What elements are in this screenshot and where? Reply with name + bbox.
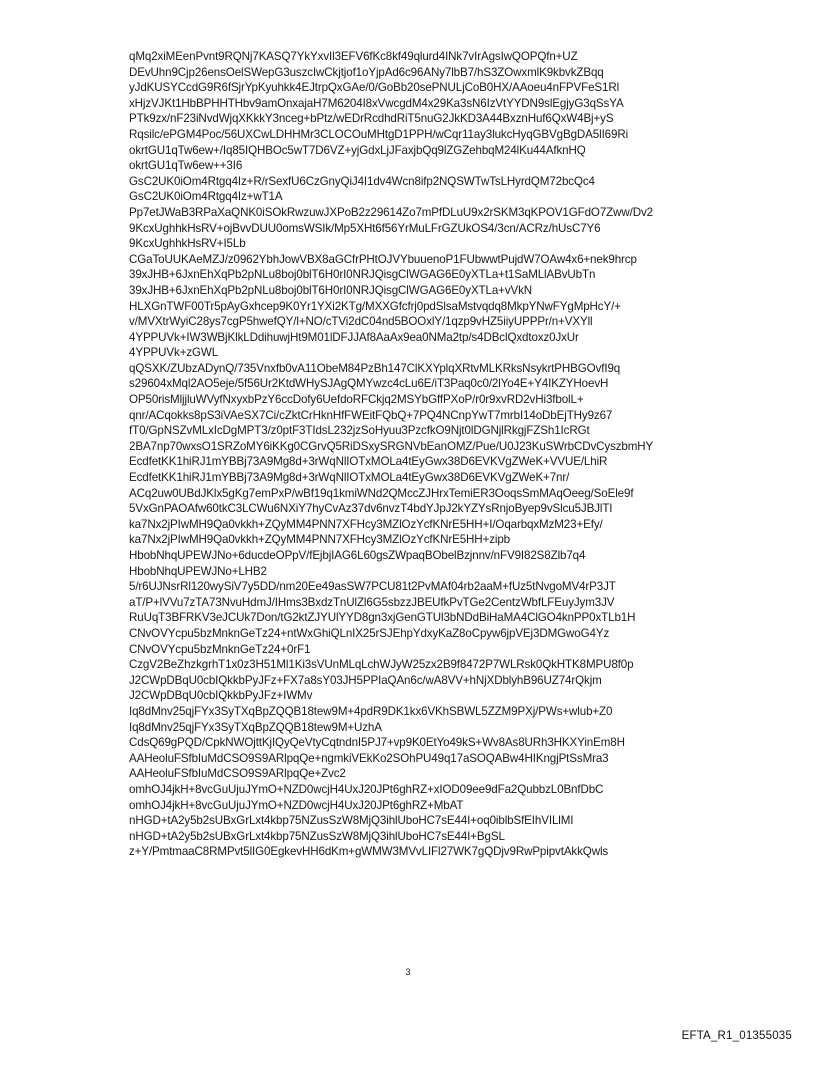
text-line: aT/P+lVVu7zTA73NvuHdmJ/IHms3BxdzTnUlZl6G5sbzzJBEUfkPvTGe2CentzWbfLFEuyJym3JV bbox=[129, 595, 615, 609]
document-id: EFTA_R1_01355035 bbox=[681, 1030, 792, 1042]
text-line: omhOJ4jkH+8vcGuUjuJYmO+NZD0wcjH4UxJ20JPt6ghRZ+xIOD09ee9dFa2QubbzL0BnfDbC bbox=[129, 782, 604, 796]
text-line: GsC2UK0iOm4Rtgq4Iz+R/rSexfU6CzGnyQiJ4I1dv4Wcn8ifp2NQSWTwTsLHyrdQM72bcQc4 bbox=[129, 174, 595, 188]
text-line: 39xJHB+6JxnEhXqPb2pNLu8boj0blT6H0rI0NRJQisgClWGAG6E0yXTLa+vVkN bbox=[129, 283, 533, 297]
text-line: PTk9zx/nF23iNvdWjqXKkkY3nceg+bPtz/wEDrRcdhdRiT5nuG2JkKD3A44BxznHuf6QxW4Bj+yS bbox=[129, 112, 614, 126]
text-line: OP50risMljjluWVyfNxyxbPzY6ccDofy6UefdoRFCkjq2MSYbGffPXoP/r0r9xvRD2vHi3fbolL+ bbox=[129, 393, 584, 407]
text-line: 9KcxUghhkHsRV+I5Lb bbox=[129, 237, 246, 251]
text-line: qMq2xiMEenPvnt9RQNj7KASQ7YkYxvIl3EFV6fKc8kf49qlurd4INk7vIrAgsIwQOPQfn+UZ bbox=[129, 50, 578, 63]
text-line: omhOJ4jkH+8vcGuUjuJYmO+NZD0wcjH4UxJ20JPt6ghRZ+MbAT bbox=[129, 798, 464, 812]
text-line: CNvOVYcpu5bzMnknGeTz24+ntWxGhiQLnIX25rSJEhpYdxyKaZ8oCpyw6jpVEj3DMGwoG4Yz bbox=[129, 626, 610, 640]
text-line: qQSXK/ZUbzADynQ/735Vnxfb0vA11ObeM84PzBh147ClKXYplqXRtvMLKRksNsykrtPHBGOvfI9q bbox=[129, 361, 621, 375]
text-line: HbobNhqUPEWJNo+6ducdeOPpV/fEjbjIAG6L60gsZWpaqBObelBzjnnv/nFV9I82S8Zlb7q4 bbox=[129, 549, 586, 562]
text-line: 39xJHB+6JxnEhXqPb2pNLu8boj0blT6H0rI0NRJQisgClWGAG6E0yXTLa+t1SaMLlABvUbTn bbox=[129, 268, 596, 282]
text-line: HLXGnTWF00Tr5pAyGxhcep9K0Yr1YXi2KTg/MXXGfcfrj0pdSlsaMstvqdq8MkpYNwFYgMpHcY/+ bbox=[129, 299, 621, 313]
text-line: CdsQ69gPQD/CpkNWOjttKjIQyQeVtyCqtndnI5PJ7+vp9K0EtYo49kS+Wv8As8URh3HKXYinEm8H bbox=[129, 736, 625, 750]
text-line: J2CWpDBqU0cbIQkkbPyJFz+IWMv bbox=[129, 689, 313, 703]
text-line: J2CWpDBqU0cbIQkkbPyJFz+FX7a8sY03JH5PPIaQAn6c/wA8VV+hNjXDblyhB96UZ74rQkjm bbox=[129, 673, 602, 687]
text-line: AAHeoluFSfbIuMdCSO9S9ARlpqQe+ngmkiVEkKo2SOhPU49q17aSOQABw4HIKngjPtSsMra3 bbox=[129, 751, 609, 765]
text-line: ka7Nx2jPIwMH9Qa0vkkh+ZQyMM4PNN7XFHcy3MZlOzYcfKNrE5HH+zipb bbox=[129, 533, 511, 547]
text-line: qnr/ACqokks8pS3iVAeSX7Ci/cZktCrHknHfFWEitFQbQ+7PQ4NCnpYwT7mrbI14oDbEjTHy9z67 bbox=[129, 408, 613, 422]
text-line: 5VxGnPAOAfw60tkC3LCWu6NXiY7hyCvAz37dv6nvzT4bdYJpJ2kYZYsRnjoByep9vSlcu5JBJlTI bbox=[129, 502, 613, 516]
text-line: z+Y/PmtmaaC8RMPvt5lIG0EgkevHH6dKm+gWMW3MVvLIFl27WK7gQDjv9RwPpipvtAkkQwls bbox=[129, 845, 609, 859]
text-line: ka7Nx2jPIwMH9Qa0vkkh+ZQyMM4PNN7XFHcy3MZlOzYcfKNrE5HH+I/OqarbqxMzM23+Efy/ bbox=[129, 517, 603, 531]
text-line: nHGD+tA2y5b2sUBxGrLxt4kbp75NZusSzW8MjQ3ihlUboHC7sE44I+BgSL bbox=[129, 829, 505, 843]
text-line: Iq8dMnv25qjFYx3SyTXqBpZQQB18tew9M+4pdR9DK1kx6VKhSBWL5ZZM9PXj/PWs+wlub+Z0 bbox=[129, 704, 613, 718]
text-line: HbobNhqUPEWJNo+LHB2 bbox=[129, 564, 267, 578]
text-line: s29604xMql2AO5eje/5f56Ur2KtdWHySJAgQMYwzc4cLu6E/iT3Paq0c0/2lYo4E+Y4IKZYHoevH bbox=[129, 377, 609, 391]
text-line: 4YPPUVk+zGWL bbox=[129, 346, 219, 360]
text-line: yJdKUSYCcdG9R6fSjrYpKyuhkk4EJtrpQxGAe/0/GoBb20sePNULjCoB0HX/AAoeu4nFPVFeS1Rl bbox=[129, 81, 620, 95]
text-line: ACq2uw0UBdJKlx5gKg7emPxP/wBf19q1kmiWNd2QMccZJHrxTemiER3OoqsSmMAqOeeg/SoEle9f bbox=[129, 486, 634, 500]
text-line: CGaToUUKAeMZJ/z0962YbhJowVBX8aGCfrPHtOJVYbuuenoP1FUbwwtPujdW7OAw4x6+nek9hrcp bbox=[129, 252, 637, 266]
text-line: Iq8dMnv25qjFYx3SyTXqBpZQQB18tew9M+UzhA bbox=[129, 720, 382, 734]
text-line: DEvUhn9Cjp26ensOelSWepG3uszcIwCkjtjof1oYjpAd6c96ANy7lbB7/hS3ZOwxmlK9kbvkZBqq bbox=[129, 65, 604, 79]
text-line: CzgV2BeZhzkgrhT1x0z3H51Ml1Ki3sVUnMLqLchWJyW25zx2B9f8472P7WLRsk0QkHTK8MPU8f0p bbox=[129, 658, 634, 672]
text-line: okrtGU1qTw6ew+/Iq85IQHBOc5wT7D6VZ+yjGdxLjJFaxjbQq9lZGZehbqM24lKu44AfknHQ bbox=[129, 143, 586, 157]
text-line: v/MVXtrWyiC28ys7cgP5hwefQY/l+NO/cTVi2dC04nd5BOOxlY/1qzp9vHZ5iiyUPPPr/n+VXYll bbox=[129, 315, 593, 329]
text-line: CNvOVYcpu5bzMnknGeTz24+0rF1 bbox=[129, 642, 311, 656]
text-line: AAHeoluFSfbIuMdCSO9S9ARlpqQe+Zvc2 bbox=[129, 767, 346, 781]
encoded-text-block bbox=[129, 49, 654, 860]
text-line: RuUqT3BFRKV3eJCUk7Don/tG2ktZJYUlYYD8gn3xjGenGTUl3bNDdBiHaMA4ClGO4knPP0xTLb1H bbox=[129, 611, 636, 625]
text-line: okrtGU1qTw6ew++3I6 bbox=[129, 159, 243, 173]
text-line: 9KcxUghhkHsRV+ojBvvDUU0omsWSIk/Mp5XHt6f56YrMuLFrGZUkOS4/3cn/ACRz/hUsC7Y6 bbox=[129, 221, 601, 235]
text-line: 5/r6UJNsrRl120wySiV7y5DD/nm20Ee49asSW7PCU81t2PvMAf04rb2aaM+fUz5tNvgoMV4rP3JT bbox=[129, 580, 616, 594]
text-line: GsC2UK0iOm4Rtgq4Iz+wT1A bbox=[129, 190, 283, 204]
text-line: Pp7etJWaB3RPaXaQNK0iSOkRwzuwJXPoB2z29614Zo7mPfDLuU9x2rSKM3qKPOV1GFdO7Zww/Dv2 bbox=[129, 205, 653, 219]
text-line: fT0/GpNSZvMLxIcDgMPT3/z0ptF3TIdsL232jzSoHyuu3PzcfkO9Njt0lDGNjlRkgjFZSh1IcRGt bbox=[129, 424, 590, 438]
text-line: 4YPPUVk+IW3WBjKlkLDdihuwjHt9M01lDFJJAf8AaAx9ea0NMa2tp/s4DBclQxdtoxz0JxUr bbox=[129, 330, 579, 344]
text-line: EcdfetKK1hiRJ1mYBBj73A9Mg8d+3rWqNlIOTxMOLa4tEyGwx38D6EVKVgZWeK+7nr/ bbox=[129, 471, 570, 485]
text-line: nHGD+tA2y5b2sUBxGrLxt4kbp75NZusSzW8MjQ3ihlUboHC7sE44I+oq0iblbSfEIhVILlMI bbox=[129, 814, 574, 828]
text-line: EcdfetKK1hiRJ1mYBBj73A9Mg8d+3rWqNlIOTxMOLa4tEyGwx38D6EVKVgZWeK+VVUE/LhiR bbox=[129, 455, 608, 469]
text-line: xHjzVJKt1HbBPHHTHbv9amOnxajaH7M6204I8xVwcgdM4x29Ka3sN6IzVtYYDN9slEgjyG3qSsYA bbox=[129, 96, 624, 110]
text-line: Rqsilc/ePGM4Poc/56UXCwLDHHMr3CLOCOuMHtgD1PPH/wCqr11ay3lukcHyqGBVgBgDA5lI69Ri bbox=[129, 127, 629, 141]
page-number: 3 bbox=[405, 967, 411, 977]
text-line: 2BA7np70wxsO1SRZoMY6iKKg0CGrvQ5RiDSxySRGNVbEanOMZ/Pue/U0J23KuSWrbCDvCyszbmHY bbox=[129, 439, 654, 453]
